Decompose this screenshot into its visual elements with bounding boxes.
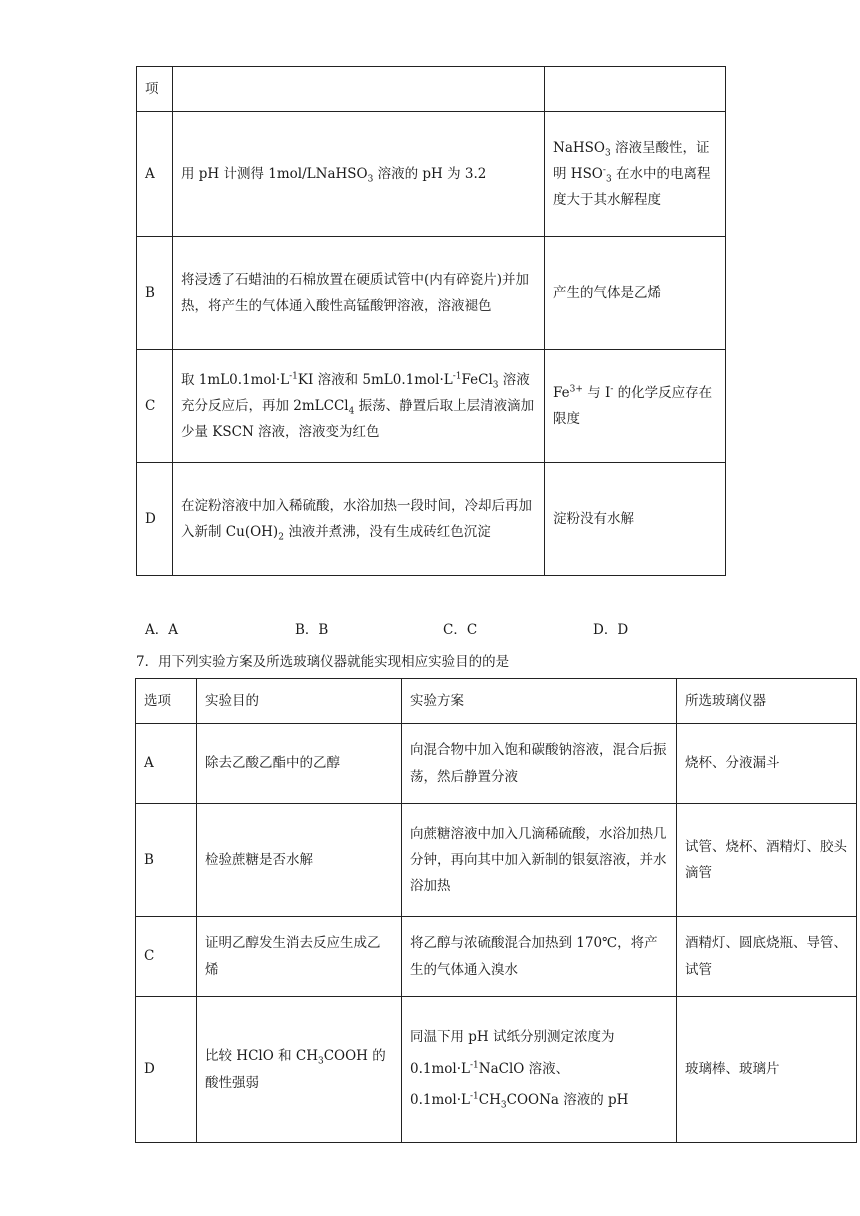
row-label: A: [137, 112, 173, 237]
apparatus-cell: 酒精灯、圆底烧瓶、导管、试管: [677, 917, 857, 997]
row-label: B: [136, 804, 197, 917]
conclusion-cell: 产生的气体是乙烯: [545, 237, 726, 350]
apparatus-cell: 试管、烧杯、酒精灯、胶头滴管: [677, 804, 857, 917]
scheme-cell: 向混合物中加入饱和碳酸钠溶液，混合后振荡，然后静置分液: [402, 724, 677, 804]
table-row: [136, 997, 857, 1143]
row-label: A: [136, 724, 197, 804]
conclusion-cell: $Fe^{3+}$ 与 I- 的化学反应存在限度: [545, 350, 726, 463]
experiment-cell: 将浸透了石蜡油的石棉放置在硬质试管中(内有碎瓷片)并加热，将产生的气体通入酸性高锰酸钾溶液，溶液褪色: [173, 237, 545, 350]
question-7-stem: 7．用下列实验方案及所选玻璃仪器就能实现相应实验目的的是: [136, 654, 510, 670]
header-cell: 选项: [136, 679, 197, 724]
experiment-cell: 用 pH 计测得 1mol/LNaHSO$_3$ 溶液的 pH 为 3.2: [173, 112, 545, 237]
conclusion-cell: NaHSO$_3$ 溶液呈酸性，证明 $HSO^-_3$ 在水中的电离程度大于其水解程度: [545, 112, 726, 237]
apparatus-cell: 烧杯、分液漏斗: [677, 724, 857, 804]
row-label: C: [136, 917, 197, 997]
row-label: D: [136, 997, 197, 1143]
table-cell: [173, 67, 545, 112]
table-cell: [545, 67, 726, 112]
apparatus-cell: 玻璃棒、玻璃片: [677, 997, 857, 1143]
table-row: [137, 237, 726, 350]
table-row: [137, 112, 726, 237]
option-a[interactable]: A．A: [145, 622, 178, 638]
table-row: [137, 67, 726, 112]
table-row: [136, 724, 857, 804]
purpose-cell: 除去乙酸乙酯中的乙醇: [197, 724, 402, 804]
scheme-cell: 同温下用 pH 试纸分别测定浓度为 $0.1mol\cdot L^{-1}NaClO$ 溶液、 $0.1mol\cdot L^{-1}CH_3COONa$ 溶液的 pH: [402, 997, 677, 1143]
header-cell: 实验目的: [197, 679, 402, 724]
header-cell: 所选玻璃仪器: [677, 679, 857, 724]
table-row: [137, 350, 726, 463]
option-b[interactable]: B．B: [295, 622, 329, 638]
option-d[interactable]: D．D: [593, 622, 629, 638]
scheme-cell: 向蔗糖溶液中加入几滴稀硫酸，水浴加热几分钟，再向其中加入新制的银氨溶液，并水浴加热: [402, 804, 677, 917]
table-header-row: [136, 679, 857, 724]
experiment-cell: 在淀粉溶液中加入稀硫酸，水浴加热一段时间，冷却后再加入新制 $Cu(OH)_2$ 浊液并煮沸，没有生成砖红色沉淀: [173, 463, 545, 576]
experiment-cell: 取 $1mL0.1mol\cdot L^{-1}KI$ 溶液和 $5mL0.1mol\cdot L^{-1}FeCl_3$ 溶液充分反应后，再加 2mLCCl$_4$ 振荡、静置后取上层清液滴加少量 KSCN 溶液，溶液变为红色: [173, 350, 545, 463]
purpose-cell: 证明乙醇发生消去反应生成乙烯: [197, 917, 402, 997]
header-cell: 实验方案: [402, 679, 677, 724]
row-label: C: [137, 350, 173, 463]
experiment-table-2: [135, 678, 857, 1143]
table-row: [137, 463, 726, 576]
answer-options: [145, 618, 745, 638]
table-row: [136, 804, 857, 917]
purpose-cell: 检验蔗糖是否水解: [197, 804, 402, 917]
conclusion-cell: 淀粉没有水解: [545, 463, 726, 576]
experiment-table-1: [136, 66, 726, 576]
purpose-cell: 比较 HClO 和 $CH_3COOH$ 的酸性强弱: [197, 997, 402, 1143]
table-row: [136, 917, 857, 997]
option-c[interactable]: C．C: [443, 622, 478, 638]
scheme-cell: 将乙醇与浓硫酸混合加热到 170℃，将产生的气体通入溴水: [402, 917, 677, 997]
table-cell: 项: [137, 67, 173, 112]
row-label: B: [137, 237, 173, 350]
row-label: D: [137, 463, 173, 576]
